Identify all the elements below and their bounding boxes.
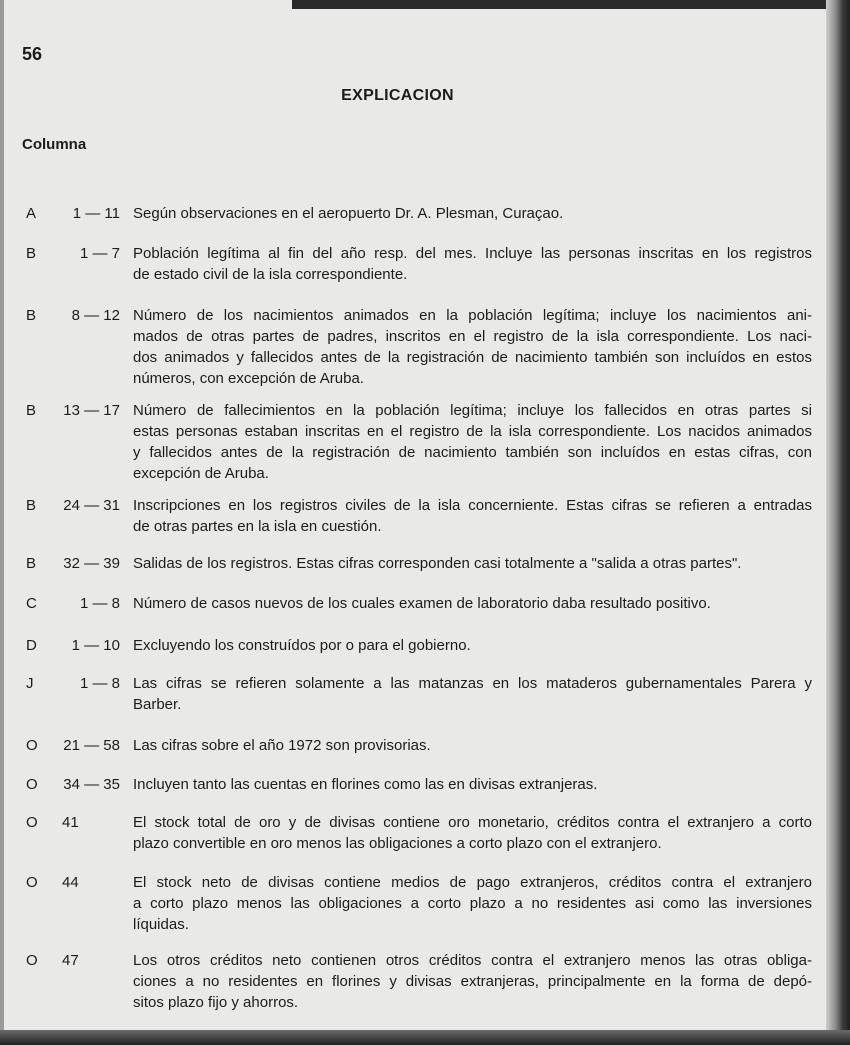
entry-text-line: Los otros créditos neto contienen otros créditos contra el extranjero menos las otras obliga- <box>133 952 812 969</box>
entry-text-line: Las cifras sobre el año 1972 son provisorias. <box>133 737 431 754</box>
entry-text-line: de otras partes en la isla en cuestión. <box>133 518 382 535</box>
entry-column-range: 24 — 31 <box>63 497 120 514</box>
entry-text <box>133 635 812 656</box>
entry-text-line: plazo convertible en oro menos las obligaciones a corto plazo con el extranjero. <box>133 835 662 852</box>
entry-text-line: y fallecidos antes de la registración de nacimiento también son incluídos en estas cifras, con <box>133 444 812 461</box>
entry-text-line: a corto plazo menos las obligaciones a corto plazo a no residentes asi como las inversiones <box>133 895 812 912</box>
entry-text-line: El stock total de oro y de divisas contiene oro monetario, créditos contra el extranjero a corto <box>133 814 812 831</box>
entry-text-line: Número de los nacimientos animados en la población legítima; incluye los nacimientos ani- <box>133 307 812 324</box>
entry-text-line: Según observaciones en el aeropuerto Dr. A. Plesman, Curaçao. <box>133 205 564 222</box>
entry-text-line: Incluyen tanto las cuentas en florines como las en divisas extranjeras. <box>133 776 598 793</box>
entry-text-line: números, con excepción de Aruba. <box>133 370 364 387</box>
entry-column-range: 1 — 8 <box>79 595 120 612</box>
entry-column-range: 1 — 7 <box>79 245 120 262</box>
entry-letter: B <box>26 245 37 262</box>
entry-column-range: 8 — 12 <box>71 307 120 324</box>
entry-text <box>133 495 812 537</box>
entry-text <box>133 305 812 389</box>
entry-column-range: 44 <box>62 874 79 891</box>
column-header: Columna <box>22 136 87 153</box>
entry-column-range: 1 — 10 <box>71 637 120 654</box>
entry-letter: O <box>26 776 38 793</box>
entry-text-line: de estado civil de la isla correspondiente. <box>133 266 408 283</box>
entry-text <box>133 243 812 285</box>
entry-text-line: El stock neto de divisas contiene medios de pago extranjeros, créditos contra el extranjero <box>133 874 812 891</box>
entry-text-line: Barber. <box>133 696 182 713</box>
entry-text-line: Población legítima al fin del año resp. del mes. Incluye las personas inscritas en los registros <box>133 245 812 262</box>
entry-column-range: 1 — 8 <box>79 675 120 692</box>
entry-column-range: 13 — 17 <box>63 402 120 419</box>
page-title: EXPLICACION <box>341 87 454 104</box>
entry-text <box>133 593 812 614</box>
book-spine-shadow <box>826 0 850 1045</box>
entry-text-line: ciones a no residentes en florines y divisas extranjeras, principalmente en la forma de depó- <box>133 973 812 990</box>
scan-left-edge <box>0 0 4 1045</box>
entry-text-line: Inscripciones en los registros civiles de la isla concerniente. Estas cifras se refieren a entradas <box>133 497 812 514</box>
entry-text-line: Excluyendo los construídos por o para el gobierno. <box>133 637 471 654</box>
entry-column-range: 32 — 39 <box>63 555 120 572</box>
entry-text <box>133 553 812 574</box>
page-number: 56 <box>22 44 43 64</box>
scan-top-edge <box>292 0 850 9</box>
scan-bottom-edge <box>0 1030 850 1045</box>
entry-text <box>133 774 812 795</box>
entry-text-line: dos animados y fallecidos antes de la registración de nacimiento también son incluídos en estos <box>133 349 812 366</box>
entry-text <box>133 812 812 854</box>
entry-letter: B <box>26 402 37 419</box>
entry-column-range: 34 — 35 <box>63 776 120 793</box>
entry-letter: B <box>26 497 37 514</box>
entry-text-line: estas personas estaban inscritas en el registro de la isla correspondiente. Los nacidos animados <box>133 423 812 440</box>
entry-letter: B <box>26 307 37 324</box>
entry-text <box>133 872 812 935</box>
entry-text <box>133 673 812 715</box>
entry-column-range: 1 — 11 <box>72 205 120 222</box>
entry-letter: O <box>26 952 38 969</box>
entry-text-line: líquidas. <box>133 916 189 933</box>
entry-text-line: Número de casos nuevos de los cuales examen de laboratorio daba resultado positivo. <box>133 595 711 612</box>
entry-text <box>133 203 812 224</box>
entry-letter: D <box>26 637 37 654</box>
entry-letter: C <box>26 595 37 612</box>
entry-letter: O <box>26 737 38 754</box>
entry-text <box>133 735 812 756</box>
entry-text-line: Las cifras se refieren solamente a las matanzas en los mataderos gubernamentales Parera y <box>133 675 812 692</box>
entry-column-range: 41 <box>62 814 79 831</box>
entry-column-range: 47 <box>62 952 79 969</box>
entry-letter: B <box>26 555 37 572</box>
entry-text <box>133 950 812 1013</box>
entry-text-line: sitos plazo fijo y ahorros. <box>133 994 299 1011</box>
entry-text <box>133 400 812 484</box>
entry-text-line: mados de otras partes de padres, inscritos en el registro de la isla correspondiente. Los naci- <box>133 328 812 345</box>
entry-letter: A <box>26 205 37 222</box>
entry-text-line: Número de fallecimientos en la población legítima; incluye los fallecidos en otras partes si <box>133 402 812 419</box>
entry-letter: O <box>26 874 38 891</box>
entry-column-range: 21 — 58 <box>63 737 120 754</box>
entry-letter: J <box>26 675 34 692</box>
entry-letter: O <box>26 814 38 831</box>
entry-text-line: Salidas de los registros. Estas cifras corresponden casi totalmente a "salida a otras partes". <box>133 555 742 572</box>
entry-text-line: excepción de Aruba. <box>133 465 269 482</box>
